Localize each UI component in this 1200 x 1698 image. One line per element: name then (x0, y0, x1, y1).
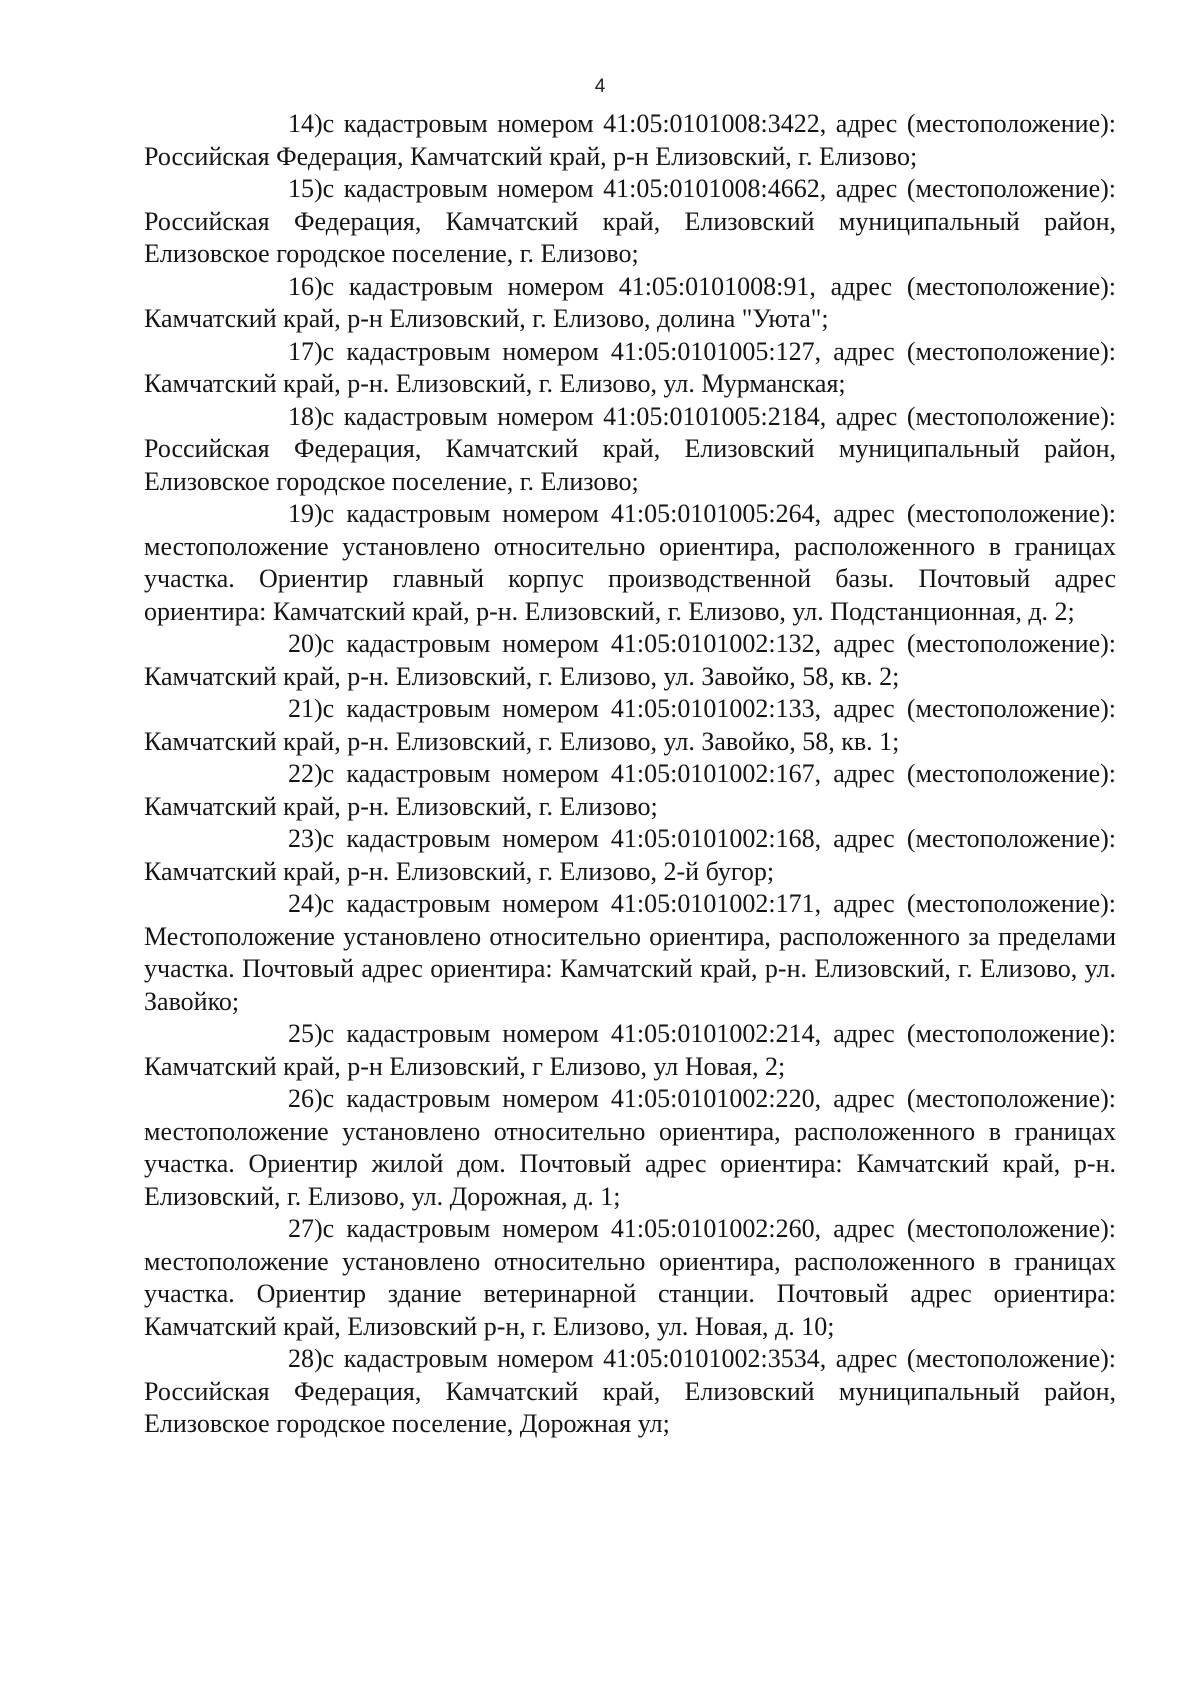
item-number: 15) (288, 174, 323, 203)
list-item (144, 693, 1116, 758)
item-text: с кадастровым номером 41:05:0101005:2184, адрес (местоположение): Российская Федерация, Камчатский край, Елизовский муниципальный район, Елизовское городское поселение, г. Елизово; (144, 401, 1116, 496)
item-number: 22) (288, 759, 323, 788)
item-number: 20) (288, 629, 323, 658)
list-item (144, 401, 1116, 499)
item-number: 24) (288, 889, 323, 918)
item-text: с кадастровым номером 41:05:0101008:91, адрес (местоположение): Камчатский край, р-н Елизовский, г. Елизово, долина "Уюта"; (144, 271, 1116, 333)
item-text: с кадастровым номером 41:05:0101002:260, адрес (местоположение): местоположение установлено относительно ориентира, расположенного в границах участка. Ориентир здание ветеринарной станции. Почтовый адрес ориентира: Камчатский край, Елизовский р-н, г. Елизово, ул. Новая, д. 10; (144, 1214, 1116, 1341)
list-item (144, 823, 1116, 888)
item-text: с кадастровым номером 41:05:0101008:3422, адрес (местоположение): Российская Федерация, Камчатский край, р-н Елизовский, г. Елизово; (144, 109, 1116, 171)
item-text: с кадастровым номером 41:05:0101005:264, адрес (местоположение): местоположение установлено относительно ориентира, расположенного в границах участка. Ориентир главный корпус производственной базы. Почтовый адрес ориентира: Камчатский край, р-н. Елизовский, г. Елизово, ул. Подстанционная, д. 2; (144, 499, 1116, 626)
item-number: 21) (288, 694, 323, 723)
item-number: 14) (288, 109, 323, 138)
list-item (144, 271, 1116, 336)
list-item (144, 628, 1116, 693)
item-number: 18) (288, 401, 323, 431)
item-text: с кадастровым номером 41:05:0101002:132, адрес (местоположение): Камчатский край, р-н. Елизовский, г. Елизово, ул. Завойко, 58, кв. 2; (144, 629, 1116, 691)
page-number: 4 (594, 76, 606, 97)
item-text: с кадастровым номером 41:05:0101002:167, адрес (местоположение): Камчатский край, р-н. Елизовский, г. Елизово; (144, 759, 1116, 821)
item-text: с кадастровым номером 41:05:0101008:4662, адрес (местоположение): Российская Федерация, Камчатский край, Елизовский муниципальный район, Елизовское городское поселение, г. Елизово; (144, 174, 1116, 268)
item-number: 17) (288, 336, 323, 366)
list-item (144, 1213, 1116, 1343)
list-item (144, 498, 1116, 628)
item-text: с кадастровым номером 41:05:0101002:3534, адрес (местоположение): Российская Федерация, Камчатский край, Елизовский муниципальный район, Елизовское городское поселение, Дорожная ул; (144, 1344, 1116, 1438)
item-number: 27) (288, 1214, 323, 1243)
list-item (144, 108, 1116, 173)
item-text: с кадастровым номером 41:05:0101002:168, адрес (местоположение): Камчатский край, р-н. Елизовский, г. Елизово, 2-й бугор; (144, 824, 1116, 886)
item-text: с кадастровым номером 41:05:0101002:133, адрес (местоположение): Камчатский край, р-н. Елизовский, г. Елизово, ул. Завойко, 58, кв. 1; (144, 694, 1116, 756)
item-number: 16) (288, 271, 323, 301)
list-item (144, 1343, 1116, 1441)
list-item (144, 888, 1116, 1018)
list-item (144, 336, 1116, 401)
item-text: с кадастровым номером 41:05:0101002:220, адрес (местоположение): местоположение установлено относительно ориентира, расположенного в границах участка. Ориентир жилой дом. Почтовый адрес ориентира: Камчатский край, р-н. Елизовский, г. Елизово, ул. Дорожная, д. 1; (144, 1084, 1116, 1211)
document-body (144, 108, 1116, 1441)
item-number: 25) (288, 1019, 323, 1048)
item-text: с кадастровым номером 41:05:0101002:171, адрес (местоположение): Местоположение установлено относительно ориентира, расположенного за пределами участка. Почтовый адрес ориентира: Камчатский край, р-н. Елизовский, г. Елизово, ул. Завойко; (144, 889, 1116, 1016)
list-item (144, 1083, 1116, 1213)
item-number: 19) (288, 499, 323, 528)
item-number: 26) (288, 1084, 323, 1113)
item-number: 23) (288, 824, 323, 853)
list-item (144, 758, 1116, 823)
item-text: с кадастровым номером 41:05:0101005:127, адрес (местоположение): Камчатский край, р-н. Елизовский, г. Елизово, ул. Мурманская; (144, 336, 1116, 398)
list-item (144, 173, 1116, 271)
item-number: 28) (288, 1344, 323, 1373)
item-text: с кадастровым номером 41:05:0101002:214, адрес (местоположение): Камчатский край, р-н Елизовский, г Елизово, ул Новая, 2; (144, 1019, 1116, 1081)
list-item (144, 1018, 1116, 1083)
